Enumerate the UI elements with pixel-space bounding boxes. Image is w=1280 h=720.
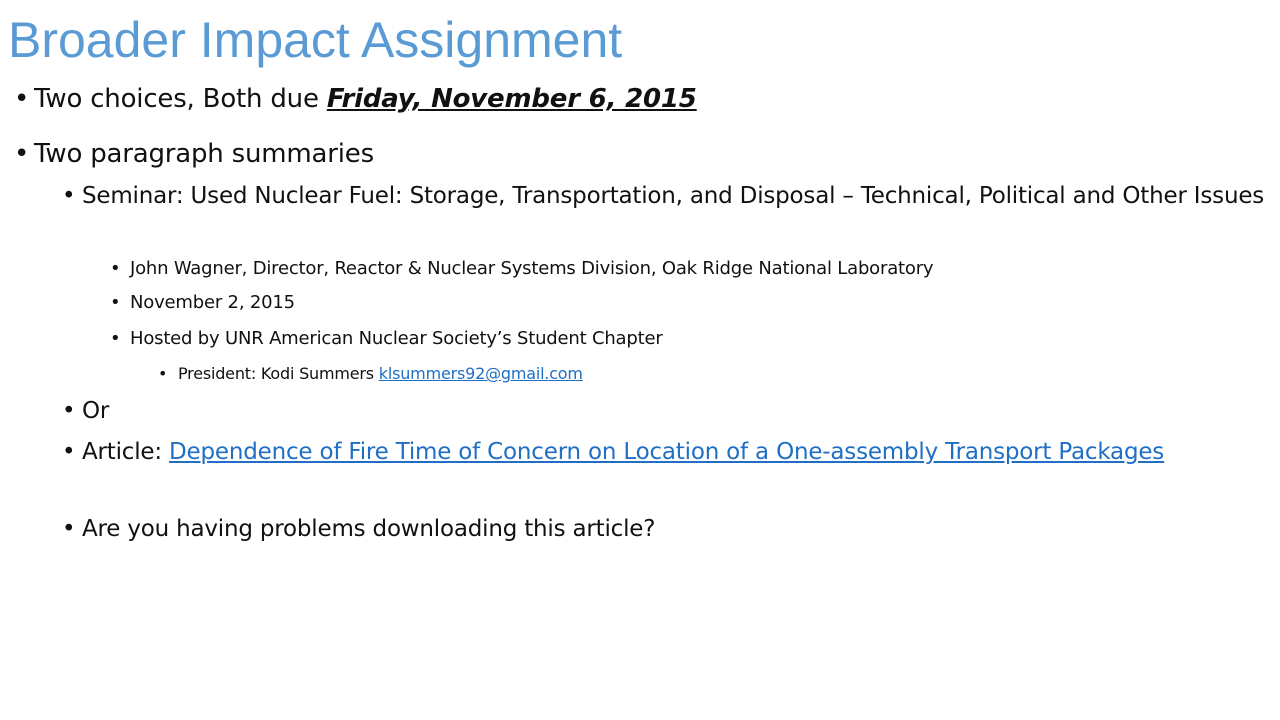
- bullet-dot-icon: •: [158, 364, 168, 383]
- bullet-text: Two paragraph summaries: [34, 139, 374, 169]
- president-email-link[interactable]: klsummers92@gmail.com: [378, 364, 583, 383]
- bullet-host: [110, 326, 663, 352]
- bullet-president: [158, 362, 583, 386]
- article-line: [62, 436, 1272, 468]
- or-text: Or: [82, 398, 110, 424]
- bullet-dot-icon: •: [110, 328, 121, 349]
- bullet-text: [14, 82, 697, 116]
- bullet-dot-icon: •: [62, 398, 76, 424]
- due-date: Friday, November 6, 2015: [326, 84, 697, 114]
- bullet-dot-icon: •: [62, 183, 76, 209]
- article-link[interactable]: Dependence of Fire Time of Concern on Location of a One-assembly Transport Packages: [169, 439, 1165, 465]
- bullet-seminar: [62, 180, 1272, 212]
- date-text: November 2, 2015: [130, 292, 295, 313]
- bullet-date: [110, 290, 295, 316]
- host-text: Hosted by UNR American Nuclear Society’s Student Chapter: [130, 328, 663, 349]
- bullet-article: [62, 436, 1272, 468]
- seminar-text: Seminar: Used Nuclear Fuel: Storage, Transportation, and Disposal – Technical, Political and Other Issues: [82, 183, 1265, 209]
- speaker-text: John Wagner, Director, Reactor & Nuclear Systems Division, Oak Ridge National Laboratory: [130, 258, 934, 279]
- slide-title: Broader Impact Assignment: [8, 12, 623, 68]
- president-line: [158, 362, 583, 386]
- bullet-dot-icon: •: [110, 258, 121, 279]
- bullet-dot-icon: •: [14, 139, 30, 169]
- bullet-dot-icon: •: [62, 439, 76, 465]
- president-text: President: Kodi Summers: [178, 364, 379, 383]
- bullet-two-choices: [14, 82, 697, 116]
- bullet-dot-icon: •: [62, 516, 76, 542]
- bullet-dot-icon: •: [110, 292, 121, 313]
- bullet-or: [62, 395, 1272, 427]
- two-choices-text: Two choices, Both due: [34, 84, 327, 114]
- bullet-dot-icon: •: [14, 84, 30, 114]
- article-prefix-text: Article:: [82, 439, 170, 465]
- bullet-two-paragraph-summaries: [14, 137, 374, 171]
- bullet-problems: [62, 513, 1272, 545]
- bullet-speaker: [110, 256, 933, 282]
- problems-text: Are you having problems downloading this article?: [82, 516, 656, 542]
